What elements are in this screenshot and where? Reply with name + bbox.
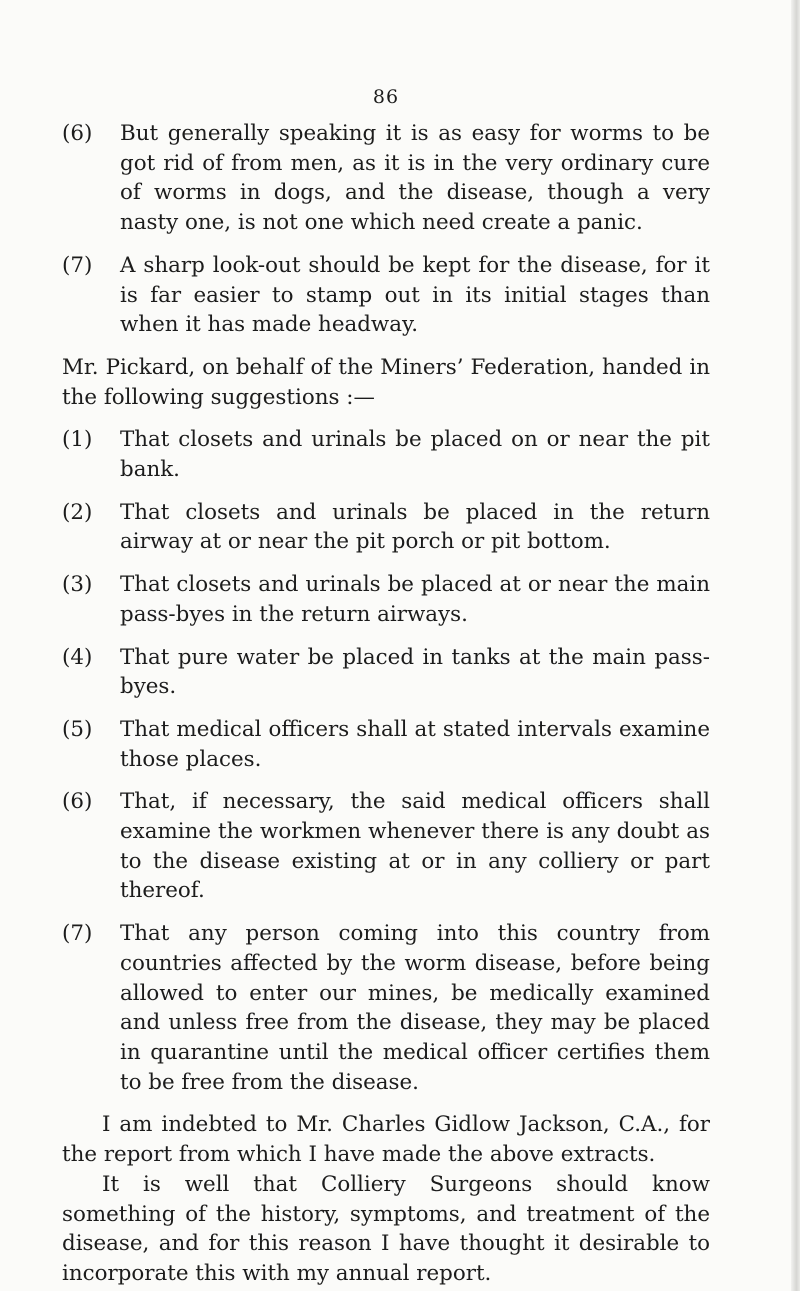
suggestion-3 [62,570,710,629]
suggestion-5 [62,715,710,774]
item-number: (2) [62,499,93,525]
item-text: That closets and urinals be placed in the return airway at or near the pit porch or pit bottom. [120,499,710,555]
item-text: That any person coming into this country from countries affected by the worm disease, before being allowed to enter our mines, be medically examined and unless free from the disease, they may be placed in quarantine until the medical officer certifies them to be free from the disease. [120,921,710,1095]
document-page [62,85,710,1289]
list-item-7-conclusion [62,251,710,340]
item-number: (5) [62,716,93,742]
item-text: That closets and urinals be placed at or near the main pass-byes in the return airways. [120,572,710,627]
intro-paragraph: Mr. Pickard, on behalf of the Miners’ Federation, handed in the following suggestions :— [62,354,710,410]
item-number: (7) [62,252,93,278]
item-text: That, if necessary, the said medical officers shall examine the workmen whenever there is any doubt as to the disease existing at or in any colliery or part thereof. [120,789,710,904]
item-number: (6) [62,789,93,815]
item-number: (1) [62,427,93,453]
page-edge [791,0,800,1291]
suggestion-4 [62,643,710,702]
suggestion-7 [62,919,710,1097]
item-text: That medical officers shall at stated intervals examine those places. [120,716,710,772]
item-number: (6) [62,121,93,146]
item-number: (3) [62,572,93,598]
suggestion-1 [62,425,710,484]
item-text: A sharp look-out should be kept for the disease, for it is far easier to stamp out in its initial stages than when it has made headway. [120,252,710,338]
suggestion-6 [62,787,710,906]
page-number: 86 [372,86,400,108]
list-item-6-conclusion [62,119,710,238]
closing-paragraph-1: I am indebted to Mr. Charles Gidlow Jackson, C.A., for the report from which I have made the above extracts. [62,1112,710,1168]
item-text: But generally speaking it is as easy for worms to be got rid of from men, as it is in the very ordinary cure of worms in dogs, and the disease, though a very nasty one, is not one which need create a panic. [120,121,710,236]
item-text: That pure water be placed in tanks at the main pass-byes. [120,644,710,700]
closing-paragraph-2: It is well that Colliery Surgeons should know something of the history, symptoms, and treatment of the disease, and for this reason I have thought it desirable to incorporate this with my annual report. [62,1171,710,1286]
item-number: (7) [62,921,93,947]
suggestion-2 [62,498,710,557]
item-text: That closets and urinals be placed on or near the pit bank. [120,427,710,483]
item-number: (4) [62,644,93,670]
